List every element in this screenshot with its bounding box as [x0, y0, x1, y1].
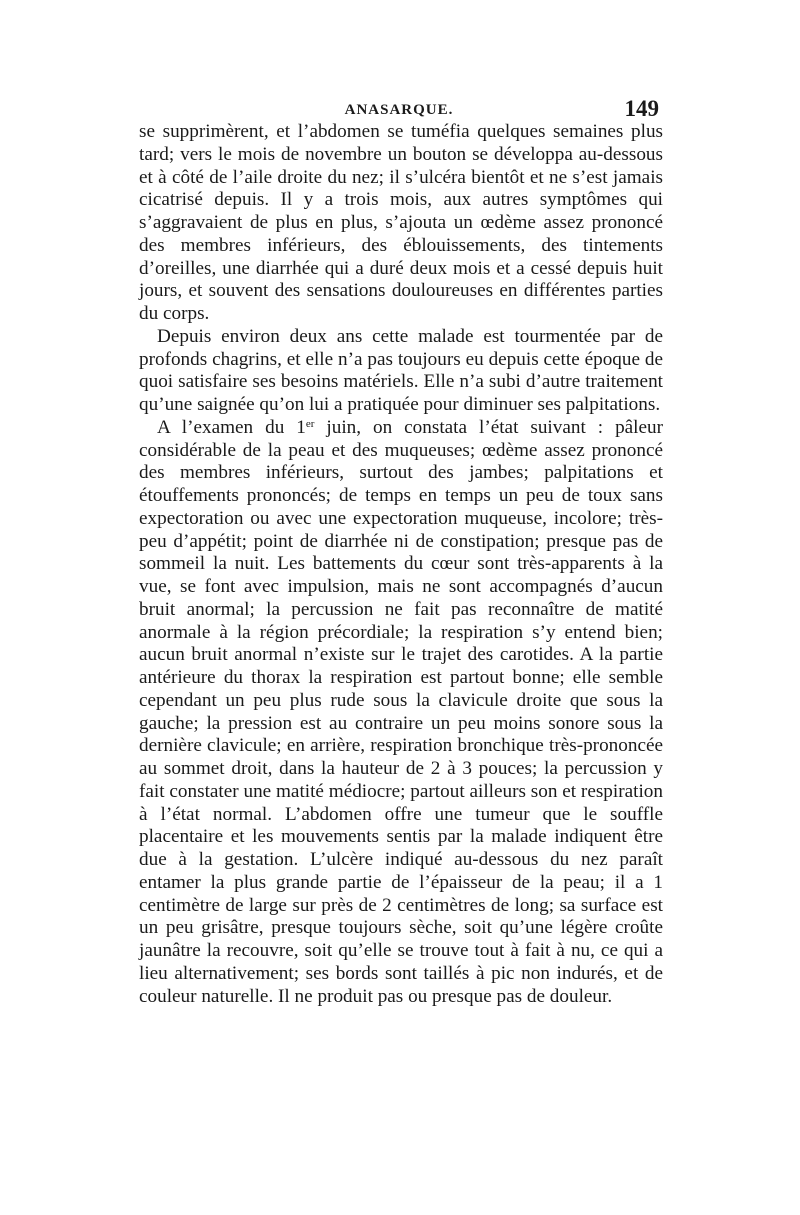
- page-number: 149: [624, 96, 659, 121]
- body-text: [139, 121, 663, 1008]
- running-head: [139, 96, 659, 122]
- examination-text: juin, on constata l’état suivant : pâleur considérable de la peau et des muqueuses; œdème assez prononcé des membres inférieurs, surtout des jambes; palpitations et étouffements prononcés; de temps en temps un peu de toux sans expectoration ou avec une expectoration muqueuse, incolore; très-peu d’appétit; point de diarrhée ni de constipation; presque pas de sommeil la nuit. Les battements du cœur sont très-apparents à la vue, se font avec impulsion, mais ne sont accompagnés d’aucun bruit anormal; la percussion ne fait pas reconnaître de matité anormale à la région précordiale; la respiration s’y entend bien; aucun bruit anormal n’existe sur le trajet des carotides. A la partie antérieure du thorax la respiration est partout bonne; elle semble cependant un peu plus rude sous la clavicule droite que sous la gauche; la pression est au contraire un peu moins sonore sous la dernière clavicule; en arrière, respiration bronchique très-prononcée au sommet droit, dans la hauteur de 2 à 3 pouces; la percussion y fait constater une matité médiocre; partout ailleurs son et respiration à l’état normal. L’abdomen offre une tumeur que le souffle placentaire et les mouvements sentis par la malade indiquent être due à la gestation. L’ulcère indiqué au-dessous du nez paraît entamer la plus grande partie de l’épaisseur de la peau; il a 1 centimètre de large sur près de 2 centimètres de long; sa surface est un peu grisâtre, presque toujours sèche, soit qu’une légère croûte jaunâtre la recouvre, soit qu’elle se trouve tout à fait à nu, ce qui a lieu alternativement; ses bords sont taillés à pic non indurés, et de couleur naturelle. Il ne produit pas ou presque pas de douleur.: [139, 416, 664, 1007]
- paragraph-examination: [139, 417, 663, 1009]
- examination-intro: A l’examen du 1: [157, 416, 306, 438]
- running-title: ANASARQUE.: [344, 102, 454, 118]
- paragraph-continuation: se supprimèrent, et l’abdomen se tuméfia quelques semaines plus tard; vers le mois de novembre un bouton se développa au-dessous et à côté de l’aile droite du nez; il s’ulcéra bientôt et ne s’est jamais cicatrisé depuis. Il y a trois mois, aux autres symptômes qui s’aggravaient de plus en plus, s’ajouta un œdème assez prononcé des membres inférieurs, des éblouissements, des tintements d’oreilles, une diarrhée qui a duré deux mois et a cessé depuis huit jours, et souvent des sensations douloureuses en différentes parties du corps.: [139, 121, 663, 324]
- paragraph-history: Depuis environ deux ans cette malade est tourmentée par de profonds chagrins, et elle n’a pas toujours eu depuis cette époque de quoi satisfaire ses besoins matériels. Elle n’a subi d’autre traitement qu’une saignée qu’on lui a pratiquée pour diminuer ses palpitations.: [139, 325, 663, 415]
- ordinal-superscript: er: [305, 417, 315, 430]
